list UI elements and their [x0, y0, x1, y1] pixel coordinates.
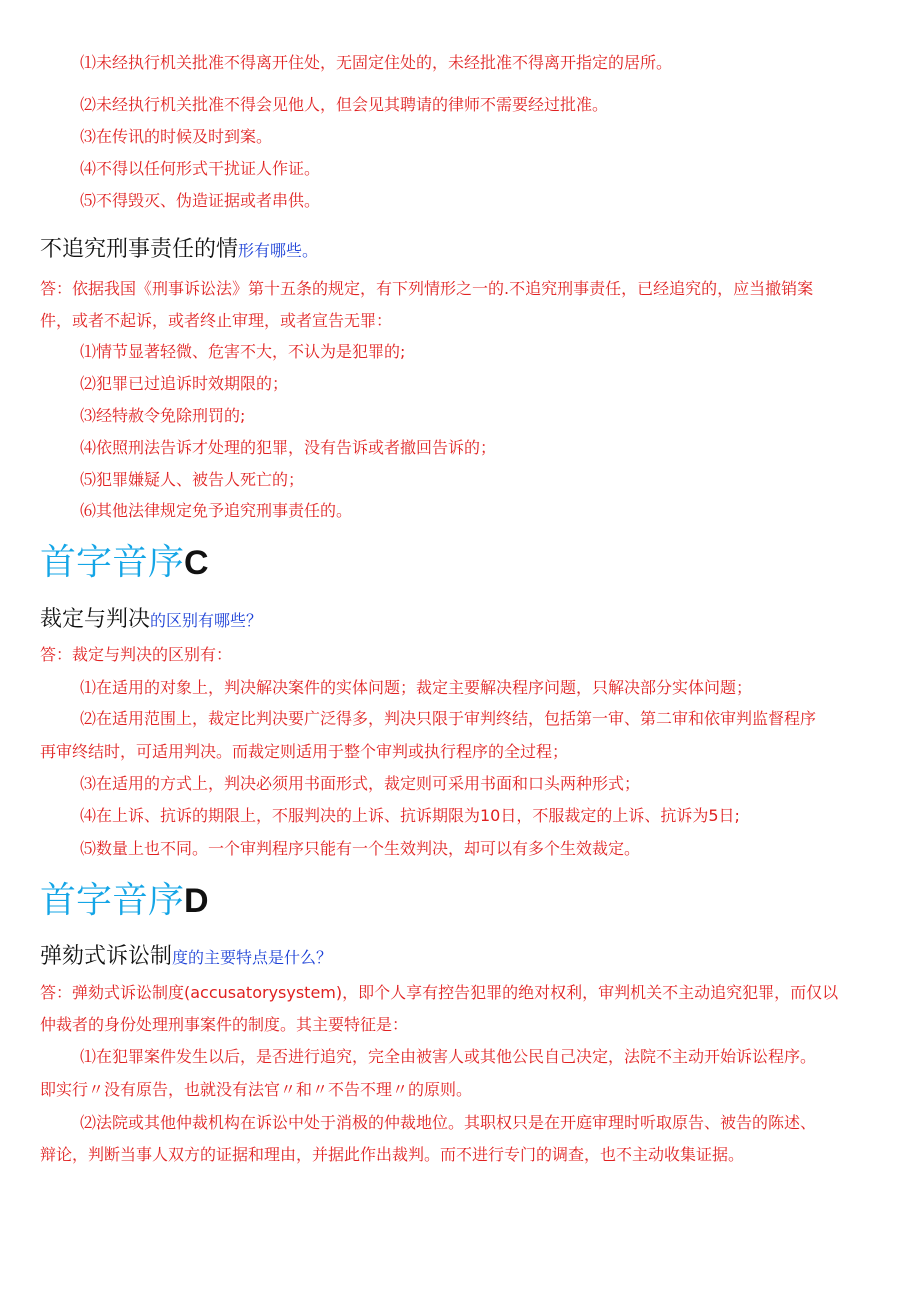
question-title-sub: 的区别有哪些？: [150, 611, 263, 630]
list-item: ⑵未经执行机关批准不得会见他人，但会见其聘请的律师不需要经过批准。: [80, 95, 609, 114]
list-item: ⑵法院或其他仲裁机构在诉讼中处于消极的仲裁地位。其职权只是在开庭审理时听取原告、被告的陈述、: [80, 1113, 817, 1132]
list-item: ⑶经特赦令免除刑罚的;: [80, 406, 246, 425]
list-item: ⑹其他法律规定免予追究刑事责任的。: [80, 501, 353, 520]
list-item: ⑷不得以任何形式干扰证人作证。: [80, 159, 321, 178]
answer-text: 件，或者不起诉，或者终止审理，或者宣告无罪：: [40, 311, 393, 330]
answer-text: 辩论，判断当事人双方的证据和理由，并据此作出裁判。而不进行专门的调查，也不主动收集证据。: [40, 1145, 745, 1164]
list-item: ⑸数量上也不同。一个审判程序只能有一个生效判决，却可以有多个生效裁定。: [80, 839, 641, 858]
question-title-main: 不追究刑事责任的情: [40, 237, 239, 262]
answer-text: 再审终结时，可适用判决。而裁定则适用于整个审判或执行程序的全过程；: [40, 742, 569, 761]
list-item: ⑴情节显著轻微、危害不大，不认为是犯罪的;: [80, 342, 406, 361]
list-item: ⑵在适用范围上，裁定比判决要广泛得多，判决只限于审判终结，包括第一审、第二审和依审判监督程序: [80, 709, 817, 728]
question-title-sub: 形有哪些。: [238, 241, 319, 260]
question-heading: [40, 235, 318, 266]
answer-text: 答：依据我国《刑事诉讼法》第十五条的规定，有下列情形之一的.不追究刑事责任，已经追究的，应当撤销案: [40, 279, 814, 298]
answer-text: 即实行〃没有原告，也就没有法官〃和〃不告不理〃的原则。: [40, 1080, 473, 1099]
list-item: ⑴在适用的对象上，判决解决案件的实体问题；裁定主要解决程序问题，只解决部分实体问题；: [80, 678, 753, 697]
list-item: ⑶在适用的方式上，判决必须用书面形式，裁定则可采用书面和口头两种形式；: [80, 774, 641, 793]
answer-text: 仲裁者的身份处理刑事案件的制度。其主要特征是：: [40, 1015, 409, 1034]
question-title-main: 弹劾式诉讼制: [40, 944, 173, 969]
answer-text: 答：弹劾式诉讼制度(accusatorysystem)，即个人享有控告犯罪的绝对权利，审判机关不主动追究犯罪，而仅以: [40, 983, 839, 1002]
list-item: ⑷依照刑法告诉才处理的犯罪，没有告诉或者撤回告诉的；: [80, 438, 497, 457]
section-letter: D: [184, 882, 209, 920]
question-heading: [40, 605, 262, 636]
question-heading: [40, 942, 332, 973]
section-title: 首字音序: [40, 542, 185, 583]
list-item: ⑸不得毁灭、伪造证据或者串供。: [80, 191, 321, 210]
answer-text: 答：裁定与判决的区别有：: [40, 645, 233, 664]
section-heading-c: [40, 541, 209, 591]
question-title-sub: 度的主要特点是什么？: [172, 948, 333, 967]
list-item: ⑵犯罪已过追诉时效期限的；: [80, 374, 289, 393]
list-item: ⑶在传讯的时候及时到案。: [80, 127, 273, 146]
section-letter: C: [184, 544, 209, 582]
list-item: ⑴在犯罪案件发生以后，是否进行追究，完全由被害人或其他公民自己决定，法院不主动开始诉讼程序。: [80, 1047, 817, 1066]
question-title-main: 裁定与判决: [40, 607, 151, 632]
section-title: 首字音序: [40, 880, 185, 921]
section-heading-d: [40, 879, 209, 929]
list-item: ⑷在上诉、抗诉的期限上，不服判决的上诉、抗诉期限为10日，不服裁定的上诉、抗诉为5日;: [80, 806, 740, 825]
list-item: ⑸犯罪嫌疑人、被告人死亡的；: [80, 470, 305, 489]
list-item: ⑴未经执行机关批准不得离开住处，无固定住处的，未经批准不得离开指定的居所。: [80, 53, 673, 72]
